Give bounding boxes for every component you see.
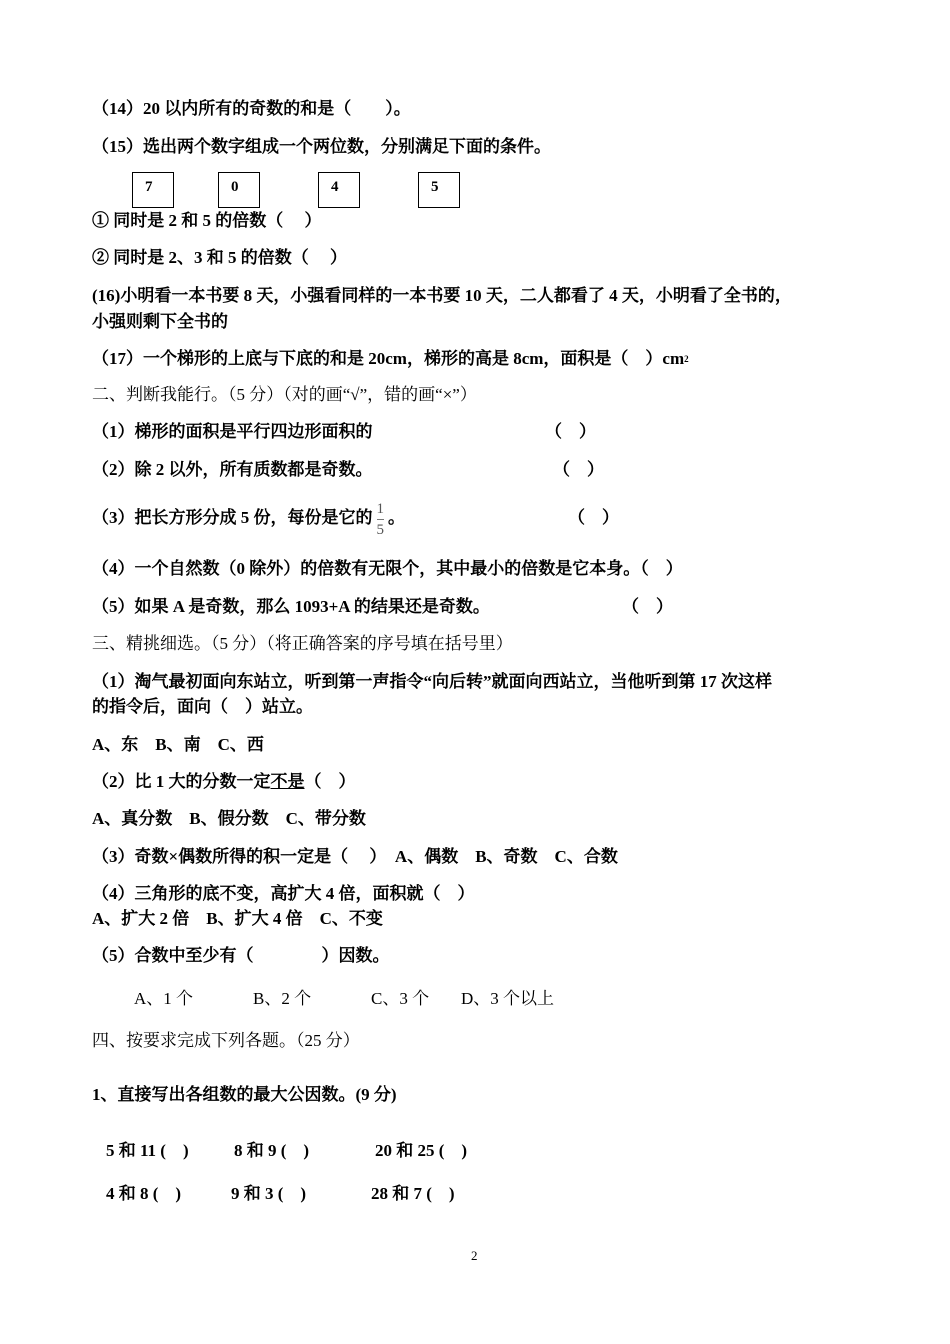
section-4-title: 四、按要求完成下列各题。（25 分） [92,1031,360,1050]
question-14: （14）20 以内所有的奇数的和是（ ）。 [92,99,411,118]
question-17-superscript: 2 [684,354,689,364]
fraction-one-fifth [377,500,385,539]
choice-4: （4）三角形的底不变，高扩大 4 倍，面积就（ ） [92,884,475,903]
gcd-28-7: 28 和 7 ( ) [371,1184,455,1203]
judge-1: （1）梯形的面积是平行四边形面积的 [92,422,373,441]
gcd-4-8: 4 和 8 ( ) [106,1184,182,1203]
choice-2-options: A、真分数 B、假分数 C、带分数 [92,809,366,828]
digit-box-4: 4 [318,172,360,208]
fraction-numerator: 1 [376,500,384,517]
digit-box-0: 0 [218,172,260,208]
judge-5: （5）如果 A 是奇数，那么 1093+A 的结果还是奇数。 [92,597,490,616]
choice-5-option-b: B、2 个 [253,989,312,1008]
gcd-8-9: 8 和 9 ( ) [234,1141,310,1160]
judge-3-end: 。 [388,508,405,527]
choice-2 [92,771,356,793]
page-number: 2 [471,1248,478,1263]
choice-2-paren: （ ） [304,772,356,791]
gcd-5-11: 5 和 11 ( ) [106,1141,189,1160]
section-2-title: 二、判断我能行。（5 分）（对的画“√”，错的画“×”） [92,385,477,404]
choice-2-text: （2）比 1 大的分数一定 [92,772,271,791]
question-16-line-1: (16)小明看一本书要 8 天，小强看同样的一本书要 10 天，二人都看了 4 天，小明看了全书的， [92,286,792,305]
gcd-20-25: 20 和 25 ( ) [375,1141,468,1160]
choice-2-underlined: 不是 [270,772,305,791]
section-3-title: 三、精挑细选。（5 分）（将正确答案的序号填在括号里） [92,634,513,653]
digit-box-5: 5 [418,172,460,208]
gcd-9-3: 9 和 3 ( ) [231,1184,307,1203]
choice-5-option-d: D、3 个以上 [461,989,555,1008]
choice-5-option-a: A、1 个 [134,989,194,1008]
choice-1-options: A、东 B、南 C、西 [92,735,264,754]
judge-3-paren: （ ） [568,508,619,527]
question-15: （15）选出两个数字组成一个两位数，分别满足下面的条件。 [92,137,551,156]
choice-5-option-c: C、3 个 [371,989,430,1008]
choice-1-line-2: 的指令后，面向（ ）站立。 [92,697,313,716]
question-15-part-b: ② 同时是 2、3 和 5 的倍数（ ） [92,248,347,267]
section-4-question-1: 1、直接写出各组数的最大公因数。(9 分) [92,1085,397,1104]
judge-4: （4）一个自然数（0 除外）的倍数有无限个，其中最小的倍数是它本身。（ ） [92,559,683,578]
question-15-part-a: ① 同时是 2 和 5 的倍数（ ） [92,211,322,230]
choice-1-line-1: （1）淘气最初面向东站立，听到第一声指令“向后转”就面向西站立，当他听到第 17 次这样 [92,672,772,691]
fraction-denominator: 5 [376,521,384,538]
judge-3-text: （3）把长方形分成 5 份，每份是它的 [92,508,373,527]
choice-5: （5）合数中至少有（ ）因数。 [92,946,390,965]
question-16-line-2: 小强则剩下全书的 [92,312,228,331]
judge-5-paren: （ ） [622,597,673,616]
judge-3 [92,496,405,540]
digit-box-7: 7 [132,172,174,208]
question-17-text: （17）一个梯形的上底与下底的和是 20cm，梯形的高是 8cm，面积是（ ）cm [92,349,685,368]
judge-1-paren: （ ） [545,422,596,441]
judge-2-paren: （ ） [553,460,604,479]
choice-4-options: A、扩大 2 倍 B、扩大 4 倍 C、不变 [92,909,383,928]
question-17 [92,348,689,370]
judge-2: （2）除 2 以外，所有质数都是奇数。 [92,460,373,479]
choice-3: （3）奇数×偶数所得的积一定是（ ） A、偶数 B、奇数 C、合数 [92,847,618,866]
